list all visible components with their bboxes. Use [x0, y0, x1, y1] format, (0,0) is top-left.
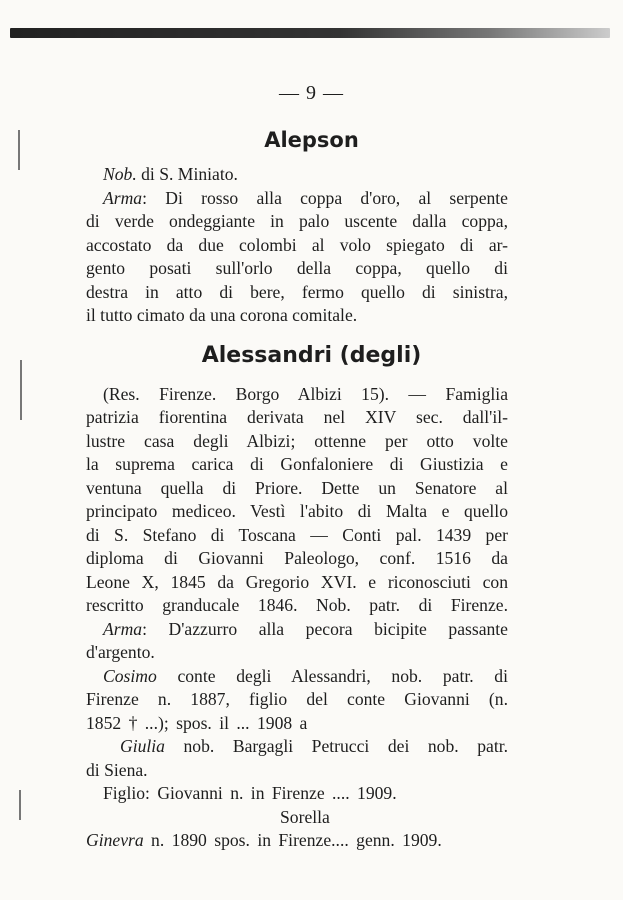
nob-location: di S. Miniato. [136, 164, 238, 184]
text-line: : Di rosso alla coppa d'oro, al serpente [142, 188, 508, 208]
text-line: conte degli Alessandri, nob. patr. di [156, 666, 508, 686]
entry-title-alepson: Alepson [264, 128, 359, 152]
arma-label: Arma [103, 188, 143, 208]
text-line: : D'azzurro alla pecora bicipite passante [142, 619, 508, 639]
text-line: diploma di Giovanni Paleologo, conf. 1516 da [86, 548, 508, 568]
text-line: di Siena. [86, 760, 148, 780]
text-line: lustre casa degli Albizi; ottenne per otto volte [86, 431, 508, 451]
sorella-label: Sorella [280, 807, 330, 827]
arma-label: Arma [103, 619, 143, 639]
text-line: nob. Bargagli Petrucci dei nob. patr. [164, 736, 508, 756]
text-line: il tutto cimato da una corona comitale. [86, 305, 358, 325]
text-line: di verde ondeggiante in palo uscente dalla coppa, [86, 211, 508, 231]
text-line: principato mediceo. Vestì l'abito di Malta e quello [86, 501, 508, 521]
text-line: n. 1890 spos. in Firenze.... genn. 1909. [143, 830, 442, 850]
entry-title-alessandri: Alessandri (degli) [201, 343, 422, 368]
text-line: rescritto granducale 1846. Nob. patr. di Firenze. [86, 595, 508, 615]
person-name-cosimo: Cosimo [103, 666, 157, 686]
text-line: accostato da due colombi al volo spiegato di ar- [86, 235, 508, 255]
figlio-line: Figlio: Giovanni n. in Firenze .... 1909. [103, 783, 397, 803]
text-line: Firenze n. 1887, figlio del conte Giovanni (n. [86, 689, 508, 709]
text-line: ventuna quella di Priore. Dette un Senatore al [86, 478, 508, 498]
alepson-arma-line [103, 187, 508, 210]
page-top-rule [10, 28, 610, 38]
text-line: la suprema carica di Gonfaloniere di Giustizia e [86, 454, 508, 474]
nob-abbrev: Nob. [103, 164, 137, 184]
text-line: destra in atto di bere, fermo quello di sinistra, [86, 282, 508, 302]
text-line: d'argento. [86, 642, 155, 662]
alessandri-arma-line [103, 618, 508, 641]
margin-mark [19, 790, 21, 820]
page-number: — 9 — [279, 82, 344, 104]
giulia-line [120, 735, 508, 758]
text-line: gento posati sull'orlo della coppa, quello di [86, 258, 508, 278]
alepson-nob-line [103, 163, 525, 186]
person-name-giulia: Giulia [120, 736, 165, 756]
cosimo-line [103, 665, 508, 688]
text-line: 1852 † ...); spos. il ... 1908 a [86, 713, 308, 733]
margin-mark [20, 360, 22, 420]
text-line: patrizia fiorentina derivata nel XIV sec. dall'il- [86, 407, 508, 427]
ginevra-line [86, 829, 508, 852]
person-name-ginevra: Ginevra [86, 830, 144, 850]
text-line: Leone X, 1845 da Gregorio XVI. e riconosciuti con [86, 572, 508, 592]
text-line: di S. Stefano di Toscana — Conti pal. 1439 per [86, 525, 508, 545]
text-line: (Res. Firenze. Borgo Albizi 15). — Famiglia [103, 384, 508, 404]
